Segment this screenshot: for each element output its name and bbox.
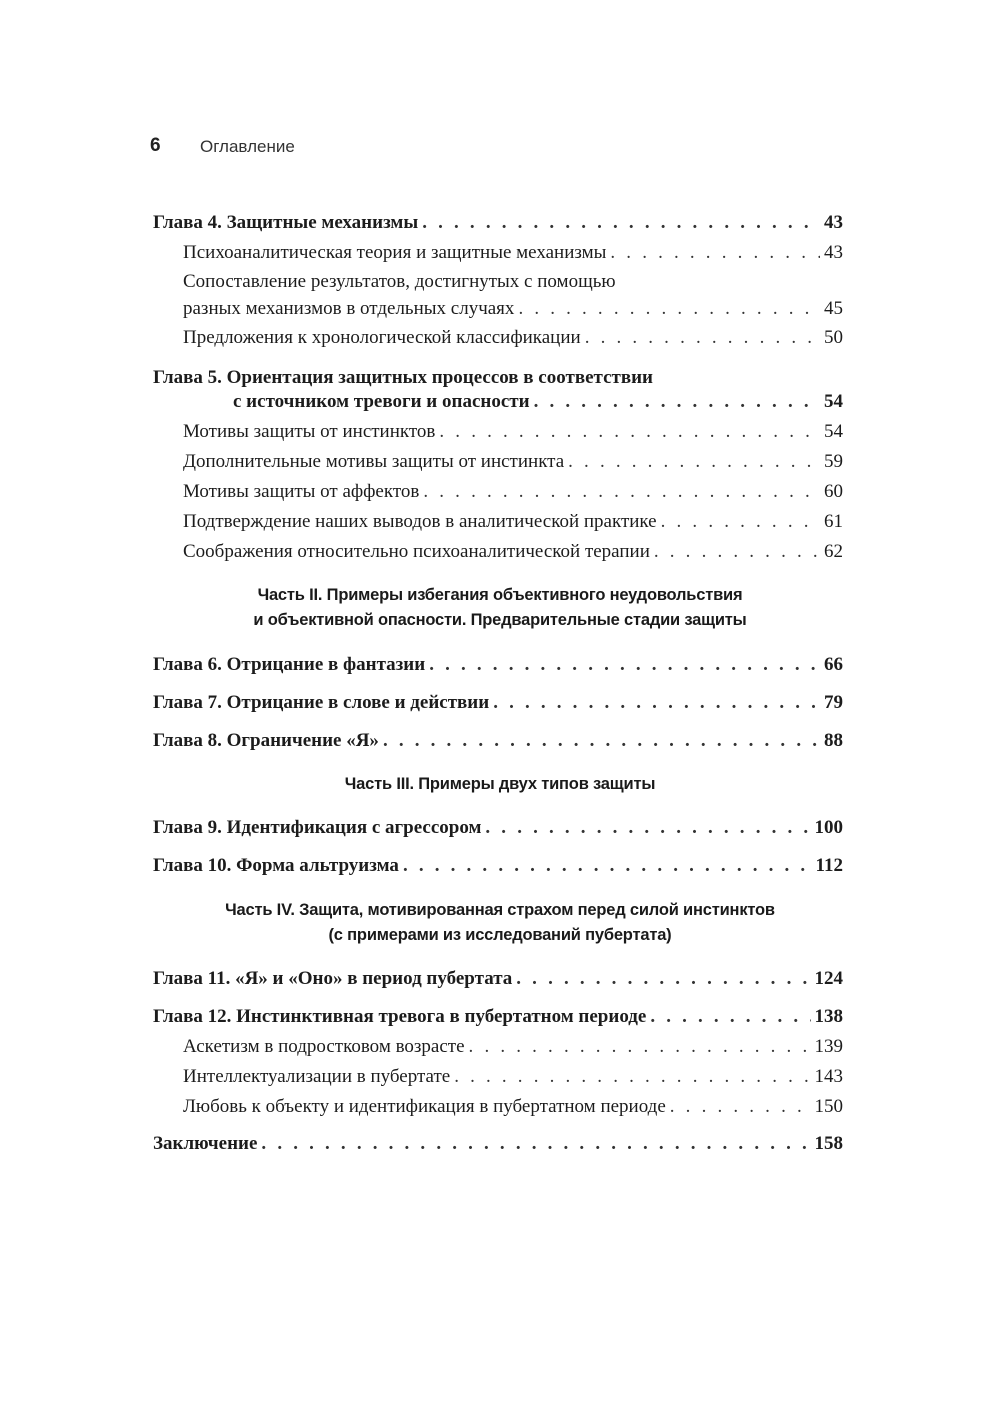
dot-leader [454, 1064, 810, 1090]
toc-entry-page: 61 [824, 511, 843, 532]
dot-leader [429, 652, 820, 678]
dot-leader [670, 1094, 811, 1120]
toc-entry-title: Глава 7. Отрицание в слове и действии [153, 692, 490, 713]
toc-entry-chapter-8[interactable] [153, 728, 843, 754]
toc-entry-title: Заключение [153, 1133, 258, 1154]
toc-entry-title-line: Глава 5. Ориентация защитных процессов в соответствии [153, 367, 654, 388]
dot-leader [610, 240, 820, 266]
dot-leader [485, 815, 810, 841]
toc-entry-page: 60 [824, 481, 843, 502]
toc-entry-chapter-10[interactable] [153, 853, 843, 879]
toc-entry-section[interactable] [183, 1094, 843, 1120]
toc-entry-page: 112 [815, 855, 843, 876]
toc-entry-title: Аскетизм в подростковом возрасте [183, 1036, 465, 1057]
toc-entry-title: Мотивы защиты от аффектов [183, 481, 420, 502]
toc-entry-page: 143 [814, 1066, 843, 1087]
toc-entry-title: разных механизмов в отдельных случаях [183, 298, 515, 319]
toc-entry-title: Подтверждение наших выводов в аналитической практике [183, 511, 657, 532]
toc-entry-chapter-9[interactable] [153, 815, 843, 841]
toc-entry-page: 150 [814, 1096, 843, 1117]
toc-entry-title: Глава 9. Идентификация с агрессором [153, 817, 482, 838]
toc-entry-section[interactable] [183, 509, 843, 535]
toc-entry-page: 43 [824, 242, 843, 263]
toc-entry-page: 62 [824, 541, 843, 562]
dot-leader [439, 419, 820, 445]
toc-entry-title: Глава 6. Отрицание в фантазии [153, 654, 426, 675]
toc-entry-page: 66 [824, 654, 843, 675]
toc-entry-section[interactable] [183, 479, 843, 505]
dot-leader [516, 966, 810, 992]
part-heading-line: и объективной опасности. Предварительные стадии защиты [253, 611, 747, 629]
running-title: Оглавление [200, 137, 295, 156]
dot-leader [661, 509, 820, 535]
page-number: 6 [150, 135, 161, 156]
toc-entry-title: Глава 12. Инстинктивная тревога в пубертатном периоде [153, 1006, 647, 1027]
toc-entry-chapter-11[interactable] [153, 966, 843, 992]
toc-entry-page: 45 [824, 298, 843, 319]
dot-leader [568, 449, 820, 475]
toc-entry-page: 54 [824, 391, 843, 412]
toc-entry-title: Мотивы защиты от инстинктов [183, 421, 436, 442]
part-heading-line: Часть II. Примеры избегания объективного неудовольствия [257, 586, 743, 604]
part-heading-line: Часть III. Примеры двух типов защиты [344, 775, 656, 793]
toc-entry-page: 88 [824, 730, 843, 751]
toc-entry-title: Предложения к хронологической классификации [183, 327, 581, 348]
toc-entry-title: Психоаналитическая теория и защитные механизмы [183, 242, 607, 263]
dot-leader [383, 728, 820, 754]
dot-leader [518, 296, 820, 322]
toc-entry-title: Глава 10. Форма альтруизма [153, 855, 399, 876]
toc-entry-chapter-5[interactable] [233, 389, 843, 415]
toc-entry-title: с источником тревоги и опасности [233, 391, 530, 412]
dot-leader [261, 1131, 810, 1157]
dot-leader [654, 539, 820, 565]
toc-entry-page: 124 [814, 968, 843, 989]
toc-entry-page: 79 [824, 692, 843, 713]
toc-entry-title: Дополнительные мотивы защиты от инстинкта [183, 451, 565, 472]
toc-entry-section[interactable] [183, 419, 843, 445]
toc-entry-chapter-7[interactable] [153, 690, 843, 716]
toc-entry-title: Глава 4. Защитные механизмы [153, 212, 419, 233]
toc-entry-chapter-4[interactable] [153, 210, 843, 236]
toc-entry-page: 59 [824, 451, 843, 472]
toc-entry-section[interactable] [183, 1034, 843, 1060]
toc-entry-title: Глава 11. «Я» и «Оно» в период пубертата [153, 968, 513, 989]
toc-entry-section[interactable] [183, 1064, 843, 1090]
dot-leader [422, 210, 820, 236]
toc-entry-title: Глава 8. Ограничение «Я» [153, 730, 379, 751]
toc-entry-title: Любовь к объекту и идентификация в пубертатном периоде [183, 1096, 666, 1117]
toc-entry-chapter-6[interactable] [153, 652, 843, 678]
toc-entry-page: 100 [814, 817, 843, 838]
toc-entry-section[interactable] [183, 296, 843, 322]
toc-entry-page: 158 [814, 1133, 843, 1154]
toc-entry-title: Соображения относительно психоаналитической терапии [183, 541, 650, 562]
toc-entry-page: 138 [814, 1006, 843, 1027]
toc-entry-page: 50 [824, 327, 843, 348]
toc-entry-page: 43 [824, 212, 843, 233]
dot-leader [585, 325, 820, 351]
toc-entry-chapter-12[interactable] [153, 1004, 843, 1030]
dot-leader [493, 690, 820, 716]
toc-entry-title-line: Сопоставление результатов, достигнутых с помощью [183, 271, 616, 292]
part-heading-line: (с примерами из исследований пубертата) [328, 926, 672, 944]
toc-entry-conclusion[interactable] [153, 1131, 843, 1157]
dot-leader [534, 389, 820, 415]
dot-leader [469, 1034, 811, 1060]
part-heading-line: Часть IV. Защита, мотивированная страхом перед силой инстинктов [225, 901, 775, 919]
toc-entry-section[interactable] [183, 449, 843, 475]
toc-entry-page: 54 [824, 421, 843, 442]
toc-entry-section[interactable] [183, 539, 843, 565]
toc-entry-title: Интеллектуализации в пубертате [183, 1066, 451, 1087]
toc-entry-section[interactable] [183, 325, 843, 351]
toc-entry-section[interactable] [183, 240, 843, 266]
dot-leader [403, 853, 812, 879]
dot-leader [650, 1004, 810, 1030]
toc-entry-page: 139 [814, 1036, 843, 1057]
dot-leader [423, 479, 820, 505]
